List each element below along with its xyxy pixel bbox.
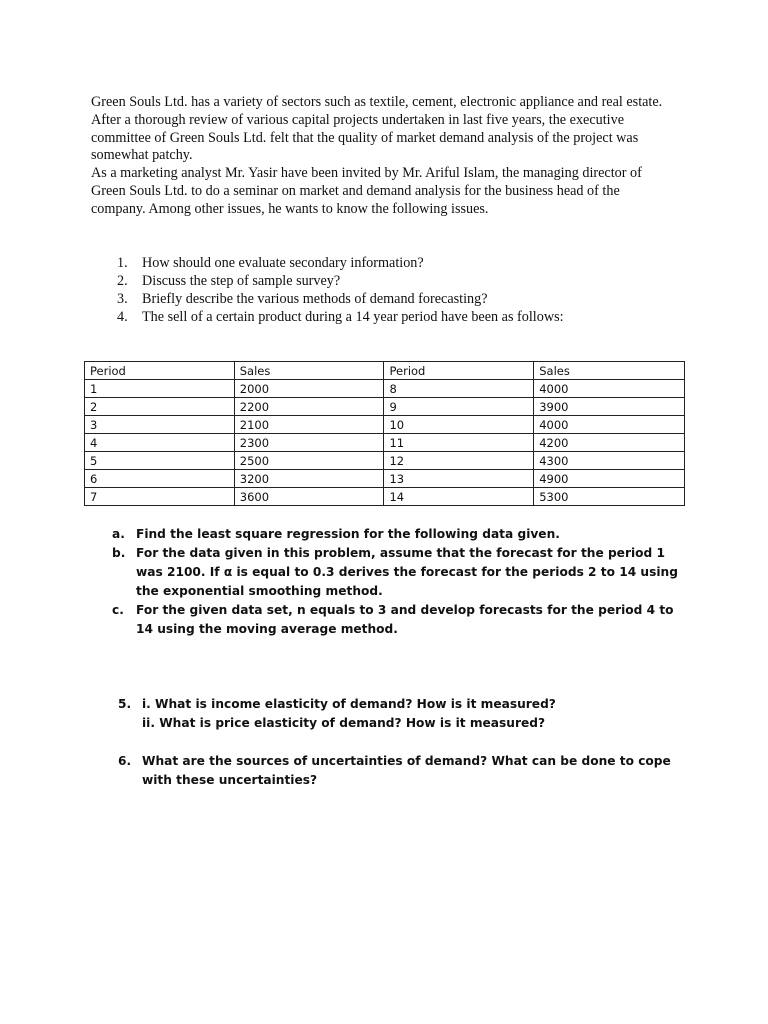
- table-cell: 2300: [234, 434, 384, 452]
- question-number: 4.: [117, 309, 128, 325]
- table-cell: 2500: [234, 452, 384, 470]
- question-text: How should one evaluate secondary information?: [142, 255, 424, 271]
- question-6: [118, 752, 678, 789]
- sub-question-text: Find the least square regression for the following data given.: [136, 527, 560, 541]
- table-cell: 3: [85, 416, 235, 434]
- question-item: [118, 752, 678, 789]
- table-cell: 8: [384, 380, 534, 398]
- table-row: [85, 380, 685, 398]
- table-cell: 12: [384, 452, 534, 470]
- question-number: 3.: [117, 291, 128, 307]
- sub-question-list: [112, 525, 682, 639]
- question-number: 6.: [118, 754, 132, 768]
- table-row: [85, 488, 685, 506]
- table-cell: 3200: [234, 470, 384, 488]
- sub-question-item: [112, 525, 682, 544]
- sub-question-text: For the given data set, n equals to 3 and develop forecasts for the period 4 to 14 using the moving average method.: [136, 603, 674, 636]
- table-header-cell: Sales: [534, 362, 685, 380]
- table-cell: 4900: [534, 470, 685, 488]
- table-cell: 4300: [534, 452, 685, 470]
- sub-question-letter: a.: [112, 527, 125, 541]
- table-cell: 3900: [534, 398, 685, 416]
- table-cell: 4000: [534, 416, 685, 434]
- table-cell: 4000: [534, 380, 685, 398]
- intro-paragraph-2: After a thorough review of various capital projects undertaken in last five years, the executive committee of Green Souls Ltd. felt that the quality of market demand analysis of the project was somewhat patchy.: [91, 111, 639, 164]
- question-number: 1.: [117, 255, 128, 271]
- question-item: [117, 308, 677, 326]
- table-cell: 1: [85, 380, 235, 398]
- sales-table: [84, 361, 685, 506]
- intro-text: [91, 94, 676, 219]
- question-list: [117, 254, 677, 326]
- table-cell: 5: [85, 452, 235, 470]
- table-cell: 6: [85, 470, 235, 488]
- table-cell: 10: [384, 416, 534, 434]
- table-row: [85, 434, 685, 452]
- table-cell: 5300: [534, 488, 685, 506]
- question-text: Briefly describe the various methods of demand forecasting?: [142, 291, 488, 307]
- table-cell: 4200: [534, 434, 685, 452]
- sub-question-text: For the data given in this problem, assume that the forecast for the period 1 was 2100. If α is equal to 0.3 derives the forecast for the periods 2 to 14 using the exponential smoothing method.: [136, 546, 678, 598]
- question-text: The sell of a certain product during a 14 year period have been as follows:: [142, 309, 564, 325]
- intro-paragraph-3: As a marketing analyst Mr. Yasir have been invited by Mr. Ariful Islam, the managing director of Green Souls Ltd. to do a seminar on market and demand analysis for the business head of the company. Among other issues, he wants to know the following issues.: [91, 165, 642, 217]
- question-5-part-ii: ii. What is price elasticity of demand? How is it measured?: [142, 715, 546, 730]
- table-cell: 3600: [234, 488, 384, 506]
- table-cell: 2: [85, 398, 235, 416]
- question-item: [117, 254, 677, 272]
- question-5-part-i: i. What is income elasticity of demand? How is it measured?: [142, 697, 556, 711]
- sub-question-letter: c.: [112, 603, 124, 617]
- question-5: [118, 695, 678, 732]
- table-header-cell: Period: [384, 362, 534, 380]
- question-number: 2.: [117, 273, 128, 289]
- table-cell: 2200: [234, 398, 384, 416]
- table-header-cell: Sales: [234, 362, 384, 380]
- table-row: [85, 416, 685, 434]
- table-cell: 9: [384, 398, 534, 416]
- table-row: [85, 470, 685, 488]
- table-cell: 2000: [234, 380, 384, 398]
- question-item: [117, 272, 677, 290]
- table-header-row: [85, 362, 685, 380]
- sub-question-item: [112, 544, 682, 601]
- question-number: 5.: [118, 697, 132, 711]
- table-row: [85, 452, 685, 470]
- table-cell: 11: [384, 434, 534, 452]
- intro-paragraph-1: Green Souls Ltd. has a variety of sectors such as textile, cement, electronic appliance and real estate.: [91, 94, 663, 110]
- table-cell: 14: [384, 488, 534, 506]
- table-header-cell: Period: [85, 362, 235, 380]
- sub-question-item: [112, 601, 682, 639]
- question-text: Discuss the step of sample survey?: [142, 273, 341, 289]
- question-item: [118, 695, 678, 732]
- table-cell: 7: [85, 488, 235, 506]
- table-cell: 4: [85, 434, 235, 452]
- question-text: What are the sources of uncertainties of demand? What can be done to cope with these uncertainties?: [142, 754, 671, 787]
- table-cell: 2100: [234, 416, 384, 434]
- sub-question-letter: b.: [112, 546, 126, 560]
- table-row: [85, 398, 685, 416]
- question-item: [117, 290, 677, 308]
- table-cell: 13: [384, 470, 534, 488]
